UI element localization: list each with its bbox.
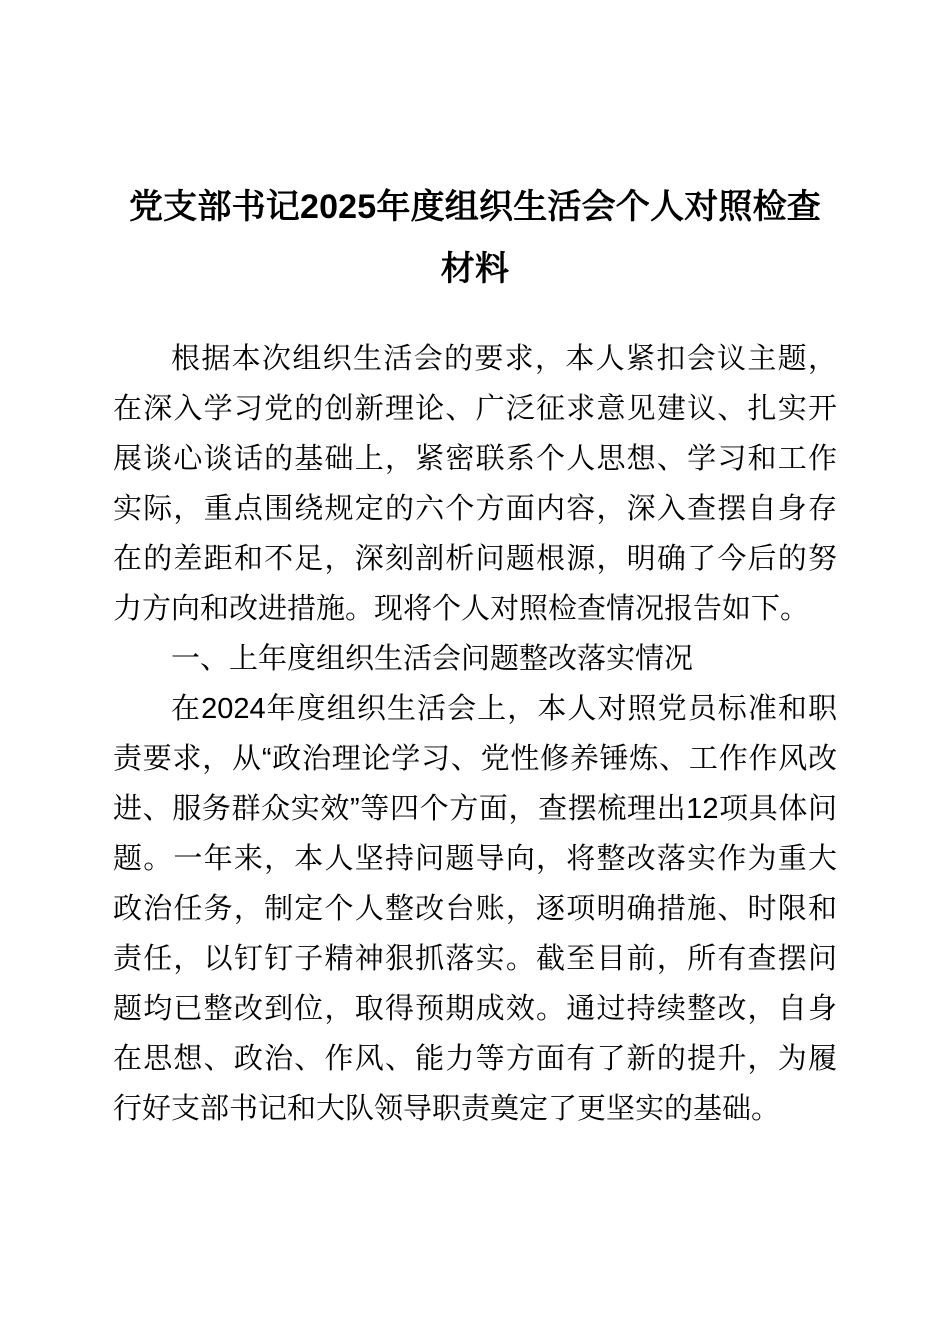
body-paragraph-section-1: 在2024年度组织生活会上，本人对照党员标准和职责要求，从“政治理论学习、党性修养锤炼、工作作风改进、服务群众实效”等四个方面，查摆梳理出12项具体问题。一年来，本人坚持问题导向，将整改落实作为重大政治任务，制定个人整改台账，逐项明确措施、时限和责任，以钉钉子精神狠抓落实。截至目前，所有查摆问题均已整改到位，取得预期成效。通过持续整改，自身在思想、政治、作风、能力等方面有了新的提升，为履行好支部书记和大队领导职责奠定了更坚实的基础。 <box>113 693 837 1125</box>
body-paragraph-intro: 根据本次组织生活会的要求，本人紧扣会议主题，在深入学习党的创新理论、广泛征求意见建议、扎实开展谈心谈话的基础上，紧密联系个人思想、学习和工作实际，重点围绕规定的六个方面内容，深入查摆自身存在的差距和不足，深刻剖析问题根源，明确了今后的努力方向和改进措施。现将个人对照检查情况报告如下。 <box>113 343 837 625</box>
document-content-column <box>113 0 837 1134</box>
section-heading-1: 一、上年度组织生活会问题整改落实情况 <box>171 643 694 675</box>
page-title: 党支部书记2025年度组织生活会个人对照检查材料 <box>128 188 822 288</box>
